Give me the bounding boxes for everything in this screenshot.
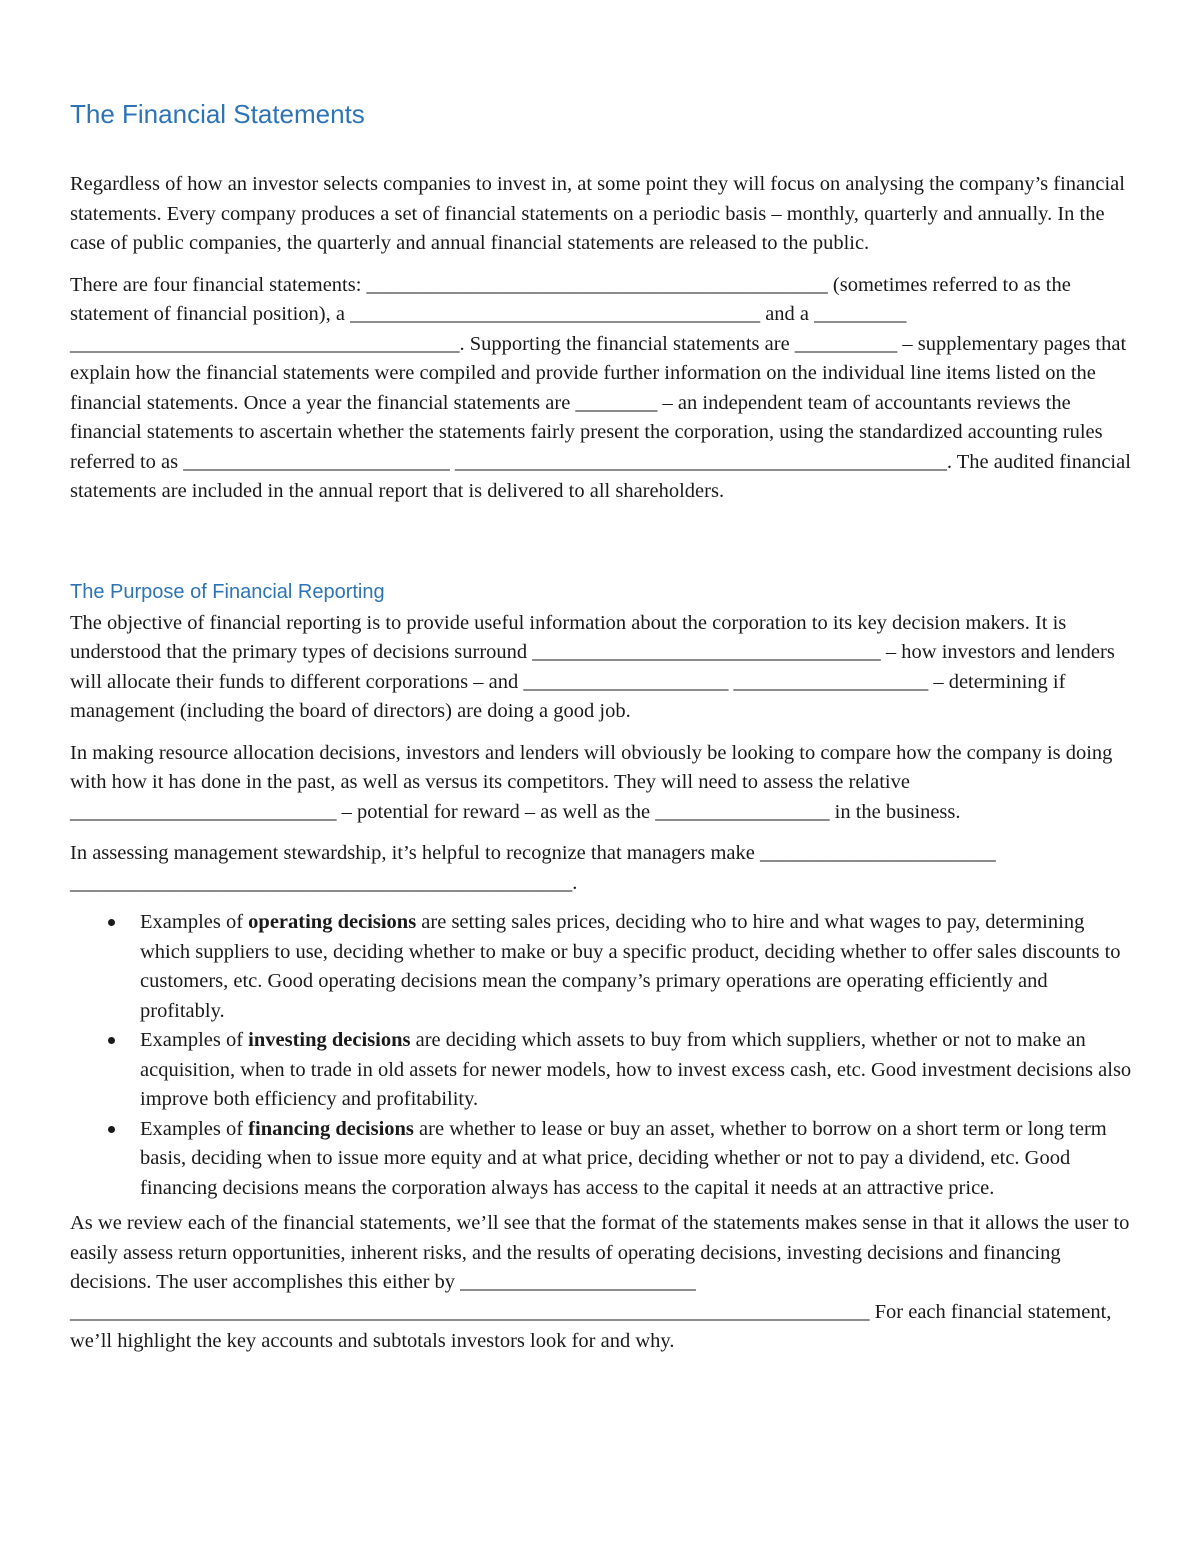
bullet-text: are deciding which assets to buy from which suppliers, whether or not to make an acquisition, when to trade in old assets for newer models, how to invest excess cash, etc. Good investment decisions also improve both efficiency and profitability. xyxy=(140,1029,1132,1110)
list-item-financing xyxy=(140,1115,1132,1204)
bullet-text: are whether to lease or buy an asset, whether to borrow on a short term or long term basis, deciding when to issue more equity and at what price, deciding whether or not to pay a dividend, etc. Good financing decisions means the corporation always has access to the capital it needs at an attractive price. xyxy=(140,1117,1107,1199)
four-statements-paragraph: There are four financial statements: _____________________________________________ (sometimes referred to as the statement of financial position), a ________________________________________ and a _________ ______________________________________. Supporting the financial statements are __________ – supplementary pages that explain how the financial statements were compiled and provide further information on the individual line items listed on the financial statements. Once a year the financial statements are ________ – an independent team of accountants reviews the financial statements to ascertain whether the statements fairly present the corporation, using the standardized accounting rules referred to as __________________________ ________________________________________________. The audited financial statements are included in the annual report that is delivered to all shareholders. xyxy=(70,273,1131,502)
list-item-investing xyxy=(140,1026,1132,1115)
document-page xyxy=(70,96,1132,1369)
bullet-icon xyxy=(108,1126,115,1133)
purpose-paragraph-objective: The objective of financial reporting is to provide useful information about the corporation to its key decision makers. It is understood that the primary types of decisions surround __________________________________ – how investors and lenders will allocate their funds to different corporations – and ____________________ ___________________ – determining if management (including the board of directors) are doing a good job. xyxy=(70,611,1115,722)
purpose-paragraph-review: As we review each of the financial statements, we’ll see that the format of the statements makes sense in that it allows the user to easily assess return opportunities, inherent risks, and the results of operating decisions, investing decisions and financing decisions. The user accomplishes this either by _______________________ ______________________________________________________________________________ For each financial statement, we’ll highlight the key accounts and subtotals investors look for and why. xyxy=(70,1212,1130,1352)
bullet-icon xyxy=(108,1037,115,1044)
bullet-term-operating: operating decisions xyxy=(248,911,417,933)
bullet-term-investing: investing decisions xyxy=(248,1029,411,1051)
bullet-term-financing: financing decisions xyxy=(248,1117,414,1140)
list-item-operating xyxy=(140,908,1132,1026)
bullet-icon xyxy=(108,919,115,926)
bullet-prefix: Examples of xyxy=(140,1117,249,1140)
purpose-paragraph-resource-allocation: In making resource allocation decisions, investors and lenders will obviously be looking to compare how the company is doing with how it has done in the past, as well as versus its competitors. They will need to assess the relative __________________________ – potential for reward – as well as the _________________ in the business. xyxy=(70,741,1113,823)
bullet-prefix: Examples of xyxy=(140,911,249,933)
bullet-prefix: Examples of xyxy=(140,1029,249,1051)
bullet-text: are setting sales prices, deciding who to hire and what wages to pay, determining which suppliers to use, deciding whether to make or buy a specific product, deciding whether to offer sales discounts to customers, etc. Good operating decisions mean the company’s primary operations are operating efficiently and profitably. xyxy=(140,911,1121,1022)
decision-examples-list xyxy=(70,908,1132,1203)
page-title: The Financial Statements xyxy=(70,99,365,129)
section-heading-purpose: The Purpose of Financial Reporting xyxy=(70,580,385,603)
intro-paragraph: Regardless of how an investor selects companies to invest in, at some point they will focus on analysing the company’s financial statements. Every company produces a set of financial statements on a periodic basis – monthly, quarterly and annually. In the case of public companies, the quarterly and annual financial statements are released to the public. xyxy=(70,173,1125,254)
purpose-paragraph-stewardship: In assessing management stewardship, it’s helpful to recognize that managers make _______________________ _________________________________________________. xyxy=(70,842,996,894)
